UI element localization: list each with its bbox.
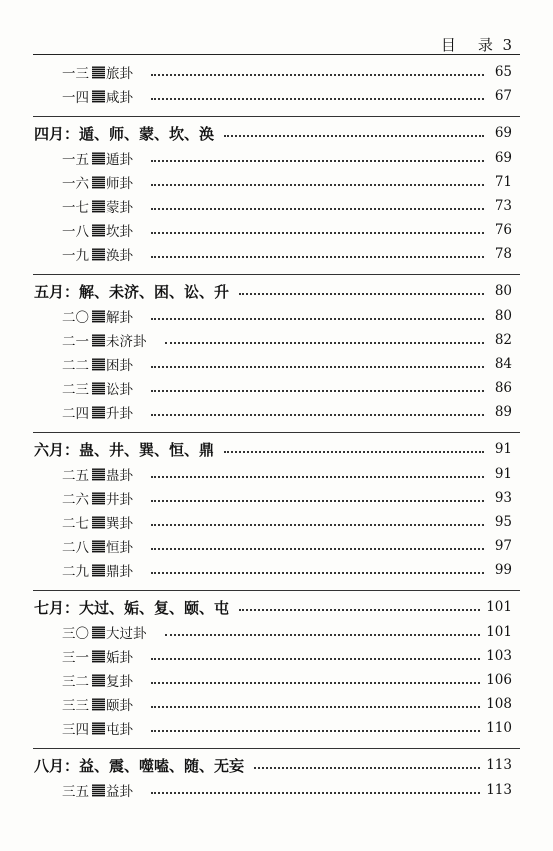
- entry-name: 井卦: [106, 492, 133, 508]
- hexagram-icon: [92, 540, 105, 553]
- dot-leader: [239, 293, 484, 295]
- entry-page: 95: [494, 514, 512, 530]
- toc-entry[interactable]: [0, 644, 553, 668]
- entry-name: 师卦: [106, 176, 133, 192]
- entry-number: 一三: [62, 66, 89, 82]
- entry-number: 一七: [62, 200, 89, 216]
- dot-leader: [224, 451, 484, 453]
- entry-name: 益卦: [106, 784, 133, 800]
- entry-name: 咸卦: [106, 90, 133, 106]
- entry-page: 97: [494, 538, 512, 554]
- entry-name: 屯卦: [106, 722, 133, 738]
- toc-entry[interactable]: [0, 486, 553, 510]
- section-title: 七月：大过、姤、复、颐、屯: [34, 598, 230, 617]
- dot-leader: [151, 366, 484, 368]
- entry-page: 82: [494, 332, 512, 348]
- toc-entry[interactable]: [0, 668, 553, 692]
- entry-name: 复卦: [106, 674, 133, 690]
- section-page: 113: [486, 757, 512, 773]
- section-rule: [33, 432, 520, 433]
- toc-entry[interactable]: [0, 170, 553, 194]
- dot-leader: [151, 232, 484, 234]
- dot-leader: [151, 476, 484, 478]
- entry-page: 89: [494, 404, 512, 420]
- entry-page: 65: [494, 64, 512, 80]
- toc-entry[interactable]: [0, 716, 553, 740]
- entry-name: 坎卦: [106, 224, 133, 240]
- hexagram-icon: [92, 468, 105, 481]
- hexagram-icon: [92, 516, 105, 529]
- section-page: 80: [494, 283, 512, 299]
- entry-number: 二八: [62, 540, 89, 556]
- dot-leader: [151, 184, 484, 186]
- entry-page: 76: [494, 222, 512, 238]
- toc-entry[interactable]: [0, 534, 553, 558]
- entry-number: 二三: [62, 382, 89, 398]
- dot-leader: [151, 500, 484, 502]
- hexagram-icon: [92, 152, 105, 165]
- dot-leader: [151, 682, 480, 684]
- toc-entry[interactable]: [0, 558, 553, 582]
- entry-name: 姤卦: [106, 650, 133, 666]
- entry-page: 80: [494, 308, 512, 324]
- entry-page: 69: [494, 150, 512, 166]
- entry-number: 三三: [62, 698, 89, 714]
- entry-page: 73: [494, 198, 512, 214]
- hexagram-icon: [92, 310, 105, 323]
- dot-leader: [239, 609, 480, 611]
- entry-number: 三四: [62, 722, 89, 738]
- entry-number: 一九: [62, 248, 89, 264]
- hexagram-icon: [92, 358, 105, 371]
- hexagram-icon: [92, 334, 105, 347]
- entry-page: 71: [494, 174, 512, 190]
- entry-number: 三一: [62, 650, 89, 666]
- table-of-contents: [0, 60, 553, 802]
- entry-page: 86: [494, 380, 512, 396]
- entry-name: 大过卦: [106, 626, 147, 642]
- entry-number: 三〇: [62, 626, 89, 642]
- entry-page: 101: [486, 624, 512, 640]
- entry-page: 78: [494, 246, 512, 262]
- entry-number: 一六: [62, 176, 89, 192]
- toc-entry[interactable]: [0, 84, 553, 108]
- entry-page: 91: [494, 466, 512, 482]
- dot-leader: [151, 658, 480, 660]
- entry-number: 一五: [62, 152, 89, 168]
- toc-entry[interactable]: [0, 304, 553, 328]
- entry-name: 涣卦: [106, 248, 133, 264]
- entry-number: 二六: [62, 492, 89, 508]
- dot-leader: [151, 792, 480, 794]
- toc-section[interactable]: [0, 752, 553, 778]
- dot-leader: [151, 256, 484, 258]
- dot-leader: [151, 548, 484, 550]
- hexagram-icon: [92, 66, 105, 79]
- entry-number: 二二: [62, 358, 89, 374]
- toc-section[interactable]: [0, 436, 553, 462]
- hexagram-icon: [92, 248, 105, 261]
- entry-name: 巽卦: [106, 516, 133, 532]
- entry-name: 旅卦: [106, 66, 133, 82]
- toc-entry[interactable]: [0, 620, 553, 644]
- toc-entry[interactable]: [0, 328, 553, 352]
- hexagram-icon: [92, 224, 105, 237]
- dot-leader: [254, 767, 480, 769]
- running-head-left: 目: [440, 36, 456, 54]
- dot-leader: [151, 318, 484, 320]
- entry-name: 升卦: [106, 406, 133, 422]
- entry-name: 遁卦: [106, 152, 133, 168]
- entry-page: 106: [486, 672, 512, 688]
- toc-entry[interactable]: [0, 692, 553, 716]
- dot-leader: [151, 160, 484, 162]
- running-head: [441, 34, 512, 55]
- hexagram-icon: [92, 564, 105, 577]
- entry-number: 一八: [62, 224, 89, 240]
- hexagram-icon: [92, 200, 105, 213]
- toc-section[interactable]: [0, 594, 553, 620]
- entry-page: 67: [494, 88, 512, 104]
- section-page: 69: [494, 125, 512, 141]
- hexagram-icon: [92, 382, 105, 395]
- entry-page: 99: [494, 562, 512, 578]
- toc-entry[interactable]: [0, 146, 553, 170]
- dot-leader: [151, 730, 480, 732]
- entry-name: 讼卦: [106, 382, 133, 398]
- entry-page: 113: [486, 782, 512, 798]
- section-title: 六月：蛊、井、巽、恒、鼎: [34, 440, 215, 459]
- hexagram-icon: [92, 650, 105, 663]
- entry-page: 93: [494, 490, 512, 506]
- page-number: 3: [502, 36, 512, 54]
- dot-leader: [151, 524, 484, 526]
- entry-name: 颐卦: [106, 698, 133, 714]
- entry-name: 蛊卦: [106, 468, 133, 484]
- hexagram-icon: [92, 674, 105, 687]
- entry-name: 鼎卦: [106, 564, 133, 580]
- section-title: 八月：益、震、噬嗑、随、无妄: [34, 756, 245, 775]
- dot-leader: [165, 634, 481, 636]
- section-page: 101: [486, 599, 512, 615]
- section-title: 五月：解、未济、困、讼、升: [34, 282, 230, 301]
- toc-entry[interactable]: [0, 778, 553, 802]
- section-rule: [33, 748, 520, 749]
- toc-entry[interactable]: [0, 242, 553, 266]
- dot-leader: [151, 390, 484, 392]
- toc-entry[interactable]: [0, 510, 553, 534]
- hexagram-icon: [92, 176, 105, 189]
- entry-page: 110: [486, 720, 512, 736]
- header-rule: [33, 54, 520, 55]
- entry-name: 未济卦: [106, 334, 147, 350]
- hexagram-icon: [92, 698, 105, 711]
- hexagram-icon: [92, 90, 105, 103]
- entry-name: 蒙卦: [106, 200, 133, 216]
- entry-name: 困卦: [106, 358, 133, 374]
- entry-page: 108: [486, 696, 512, 712]
- entry-name: 恒卦: [106, 540, 133, 556]
- entry-page: 103: [486, 648, 512, 664]
- hexagram-icon: [92, 722, 105, 735]
- entry-number: 二七: [62, 516, 89, 532]
- hexagram-icon: [92, 406, 105, 419]
- entry-number: 三二: [62, 674, 89, 690]
- section-rule: [33, 116, 520, 117]
- toc-entry[interactable]: [0, 376, 553, 400]
- hexagram-icon: [92, 626, 105, 639]
- toc-entry[interactable]: [0, 194, 553, 218]
- dot-leader: [151, 706, 480, 708]
- entry-number: 三五: [62, 784, 89, 800]
- dot-leader: [151, 572, 484, 574]
- section-rule: [33, 274, 520, 275]
- toc-section[interactable]: [0, 278, 553, 304]
- section-rule: [33, 590, 520, 591]
- toc-entry[interactable]: [0, 400, 553, 424]
- toc-entry[interactable]: [0, 218, 553, 242]
- entry-number: 二五: [62, 468, 89, 484]
- dot-leader: [151, 208, 484, 210]
- entry-name: 解卦: [106, 310, 133, 326]
- section-title: 四月：遁、师、蒙、坎、涣: [34, 124, 215, 143]
- toc-entry[interactable]: [0, 60, 553, 84]
- toc-entry[interactable]: [0, 352, 553, 376]
- running-head-mid: 录: [477, 36, 493, 54]
- toc-section[interactable]: [0, 120, 553, 146]
- dot-leader: [151, 98, 484, 100]
- entry-number: 二〇: [62, 310, 89, 326]
- entry-page: 84: [494, 356, 512, 372]
- toc-entry[interactable]: [0, 462, 553, 486]
- dot-leader: [151, 414, 484, 416]
- dot-leader: [165, 342, 485, 344]
- entry-number: 二四: [62, 406, 89, 422]
- dot-leader: [224, 135, 484, 137]
- hexagram-icon: [92, 784, 105, 797]
- entry-number: 二九: [62, 564, 89, 580]
- entry-number: 一四: [62, 90, 89, 106]
- section-page: 91: [494, 441, 512, 457]
- hexagram-icon: [92, 492, 105, 505]
- dot-leader: [151, 74, 484, 76]
- entry-number: 二一: [62, 334, 89, 350]
